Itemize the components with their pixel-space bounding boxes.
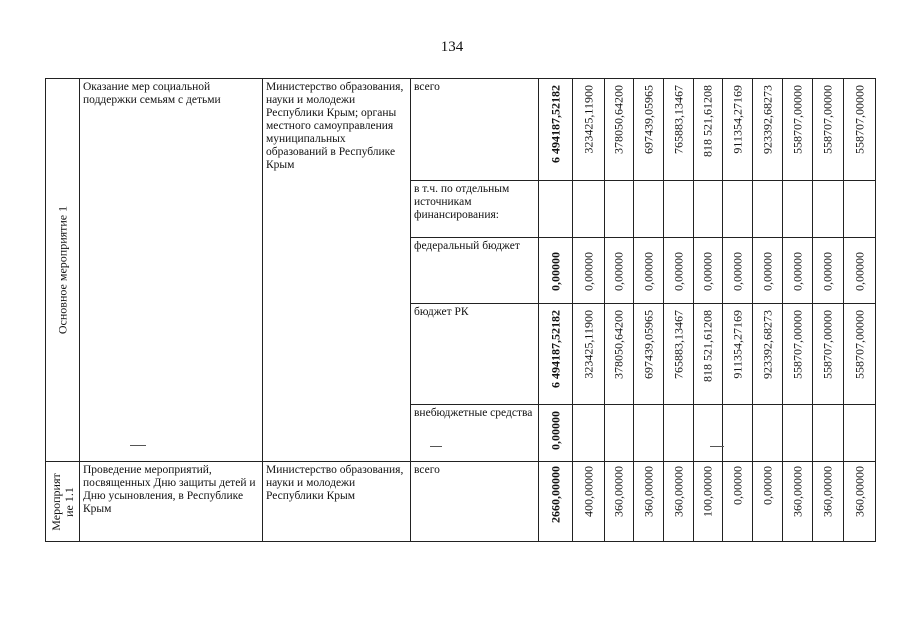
cell-text: 923392,68273 bbox=[760, 85, 774, 154]
value-cell bbox=[723, 462, 753, 542]
value-cell bbox=[573, 304, 605, 405]
measure-name-cell bbox=[80, 79, 263, 462]
cell-text: 818 521,61208 bbox=[700, 310, 715, 382]
cell-text: 400,00000 bbox=[581, 466, 595, 517]
scan-mark bbox=[130, 445, 146, 446]
cell-text: 0,00000 bbox=[730, 466, 744, 505]
value-cell bbox=[634, 238, 664, 304]
cell-text: 911354,27169 bbox=[730, 85, 744, 154]
value-cell bbox=[573, 462, 605, 542]
cell-text: 323425,11900 bbox=[581, 310, 595, 379]
cell-text: 0,00000 bbox=[548, 411, 562, 450]
cell-text: 323425,11900 bbox=[581, 85, 595, 154]
total-cell bbox=[539, 405, 573, 462]
value-cell bbox=[844, 79, 876, 181]
value-cell bbox=[783, 79, 813, 181]
group-cell bbox=[46, 462, 80, 542]
cell-text: 0,00000 bbox=[760, 252, 774, 291]
table-row bbox=[46, 462, 876, 542]
value-cell bbox=[813, 462, 844, 542]
source-label-cell bbox=[411, 462, 539, 542]
value-cell bbox=[813, 238, 844, 304]
cell-text: 0,00000 bbox=[820, 252, 835, 291]
value-cell bbox=[723, 181, 753, 238]
cell-text: 0,00000 bbox=[790, 252, 804, 291]
value-cell bbox=[813, 304, 844, 405]
value-cell bbox=[664, 304, 694, 405]
value-cell bbox=[573, 238, 605, 304]
source-label-cell bbox=[411, 405, 539, 462]
cell-text: бюджет РК bbox=[414, 306, 469, 318]
scan-mark bbox=[710, 446, 724, 447]
cell-text: 558707,00000 bbox=[790, 310, 804, 379]
value-cell bbox=[634, 462, 664, 542]
value-cell bbox=[813, 79, 844, 181]
cell-text: 923392,68273 bbox=[760, 310, 774, 379]
value-cell bbox=[605, 304, 634, 405]
cell-text: 0,00000 bbox=[852, 252, 866, 291]
value-cell bbox=[783, 462, 813, 542]
cell-text: Проведение мероприятий, посвященных Дню защиты детей и Дню усыновления, в Республике Крым bbox=[83, 464, 256, 515]
value-cell bbox=[844, 304, 876, 405]
value-cell bbox=[723, 405, 753, 462]
value-cell bbox=[783, 238, 813, 304]
value-cell bbox=[753, 304, 783, 405]
value-cell bbox=[813, 181, 844, 238]
cell-text: 378050,64200 bbox=[611, 310, 626, 379]
value-cell bbox=[664, 181, 694, 238]
value-cell bbox=[605, 181, 634, 238]
executor-cell bbox=[263, 462, 411, 542]
value-cell bbox=[753, 238, 783, 304]
value-cell bbox=[844, 405, 876, 462]
cell-text: 697439,05965 bbox=[641, 310, 655, 379]
value-cell bbox=[694, 304, 723, 405]
cell-text: Министерство образования, науки и молодежи Республики Крым; органы местного самоуправления муниципальных образований в Республике Крым bbox=[266, 81, 404, 171]
value-cell bbox=[573, 405, 605, 462]
total-cell bbox=[539, 462, 573, 542]
measure-name-cell bbox=[80, 462, 263, 542]
total-cell bbox=[539, 79, 573, 181]
value-cell bbox=[783, 181, 813, 238]
value-cell bbox=[573, 79, 605, 181]
cell-text: всего bbox=[414, 464, 440, 476]
value-cell bbox=[605, 238, 634, 304]
value-cell bbox=[605, 462, 634, 542]
value-cell bbox=[753, 79, 783, 181]
cell-text: Основное мероприятие 1 bbox=[55, 205, 69, 335]
cell-text: 6 494187,52182 bbox=[548, 85, 562, 163]
source-label-cell bbox=[411, 181, 539, 238]
source-label-cell bbox=[411, 238, 539, 304]
cell-text: 0,00000 bbox=[611, 252, 626, 291]
value-cell bbox=[605, 79, 634, 181]
total-cell bbox=[539, 304, 573, 405]
cell-text: 697439,05965 bbox=[641, 85, 655, 154]
group-cell bbox=[46, 79, 80, 462]
source-label-cell bbox=[411, 79, 539, 181]
cell-text: 558707,00000 bbox=[820, 310, 835, 379]
cell-text: Мероприят ие 1.1 bbox=[48, 472, 76, 531]
value-cell bbox=[605, 405, 634, 462]
cell-text: 6 494187,52182 bbox=[548, 310, 562, 388]
cell-text: 0,00000 bbox=[548, 252, 562, 291]
cell-text: 0,00000 bbox=[641, 252, 655, 291]
cell-text: Министерство образования, науки и молодежи Республики Крым bbox=[266, 464, 404, 502]
cell-text: 558707,00000 bbox=[852, 85, 866, 154]
value-cell bbox=[664, 462, 694, 542]
value-cell bbox=[634, 79, 664, 181]
cell-text: 0,00000 bbox=[581, 252, 595, 291]
value-cell bbox=[664, 238, 694, 304]
cell-text: Оказание мер социальной поддержки семьям с детьми bbox=[83, 81, 221, 106]
cell-text: 2660,00000 bbox=[548, 466, 562, 523]
cell-text: 558707,00000 bbox=[820, 85, 835, 154]
cell-text: 100,00000 bbox=[700, 466, 715, 517]
value-cell bbox=[723, 79, 753, 181]
value-cell bbox=[723, 238, 753, 304]
value-cell bbox=[753, 462, 783, 542]
value-cell bbox=[753, 181, 783, 238]
value-cell bbox=[813, 405, 844, 462]
cell-text: всего bbox=[414, 81, 440, 93]
value-cell bbox=[844, 181, 876, 238]
cell-text: 360,00000 bbox=[790, 466, 804, 517]
total-cell bbox=[539, 238, 573, 304]
cell-text: 765883,13467 bbox=[671, 85, 685, 154]
value-cell bbox=[694, 238, 723, 304]
cell-text: 360,00000 bbox=[641, 466, 655, 517]
page-number: 134 bbox=[440, 39, 464, 55]
value-cell bbox=[634, 181, 664, 238]
cell-text: 360,00000 bbox=[671, 466, 685, 517]
value-cell bbox=[783, 304, 813, 405]
value-cell bbox=[844, 462, 876, 542]
cell-text: внебюджетные средства bbox=[414, 407, 533, 419]
value-cell bbox=[634, 304, 664, 405]
value-cell bbox=[694, 181, 723, 238]
cell-text: 818 521,61208 bbox=[700, 85, 715, 157]
source-label-cell bbox=[411, 304, 539, 405]
cell-text: 558707,00000 bbox=[790, 85, 804, 154]
executor-cell bbox=[263, 79, 411, 462]
table-row bbox=[46, 79, 876, 181]
cell-text: 378050,64200 bbox=[611, 85, 626, 154]
value-cell bbox=[573, 181, 605, 238]
cell-text: 360,00000 bbox=[820, 466, 835, 517]
value-cell bbox=[783, 405, 813, 462]
cell-text: 765883,13467 bbox=[671, 310, 685, 379]
cell-text: 558707,00000 bbox=[852, 310, 866, 379]
value-cell bbox=[844, 238, 876, 304]
value-cell bbox=[694, 79, 723, 181]
scan-mark bbox=[430, 446, 442, 447]
cell-text: федеральный бюджет bbox=[414, 240, 520, 252]
value-cell bbox=[694, 405, 723, 462]
cell-text: 0,00000 bbox=[730, 252, 744, 291]
value-cell bbox=[694, 462, 723, 542]
value-cell bbox=[664, 405, 694, 462]
budget-table bbox=[45, 78, 876, 542]
value-cell bbox=[664, 79, 694, 181]
cell-text: 0,00000 bbox=[760, 466, 774, 505]
value-cell bbox=[634, 405, 664, 462]
cell-text: 0,00000 bbox=[671, 252, 685, 291]
cell-text: в т.ч. по отдельным источникам финансирования: bbox=[414, 183, 510, 221]
cell-text: 0,00000 bbox=[700, 252, 715, 291]
total-cell bbox=[539, 181, 573, 238]
cell-text: 360,00000 bbox=[852, 466, 866, 517]
value-cell bbox=[723, 304, 753, 405]
cell-text: 911354,27169 bbox=[730, 310, 744, 379]
cell-text: 360,00000 bbox=[611, 466, 626, 517]
value-cell bbox=[753, 405, 783, 462]
